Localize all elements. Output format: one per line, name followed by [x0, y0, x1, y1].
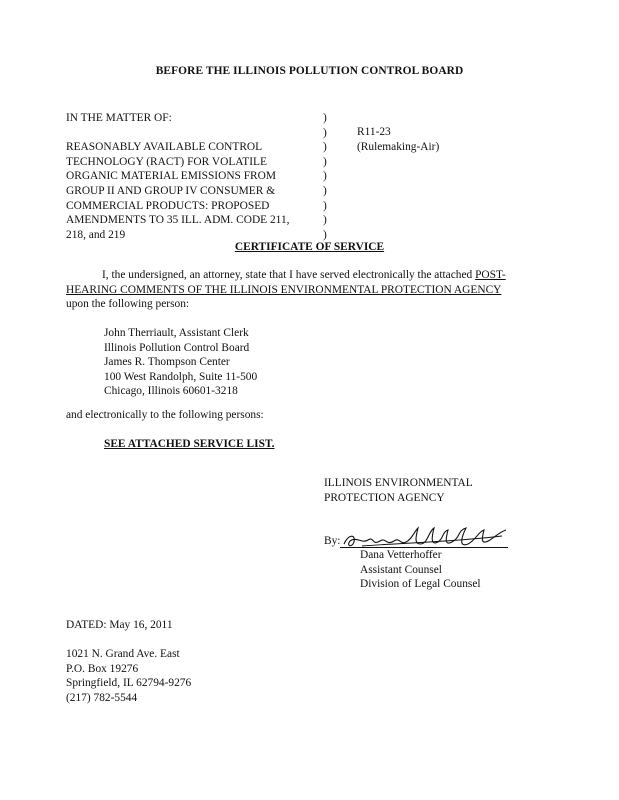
paren: ): [323, 199, 327, 212]
address-line: Chicago, Illinois 60601-3218: [104, 385, 238, 398]
signer-name: Dana Vetterhoffer: [360, 549, 442, 561]
paren: ): [323, 155, 327, 168]
by-label: By:: [324, 535, 341, 547]
docket-info: [357, 125, 439, 154]
paren: ): [323, 141, 327, 154]
agency-address: [66, 647, 191, 705]
document-reference: POST-: [475, 269, 506, 281]
caption-line: REASONABLY AVAILABLE CONTROL: [66, 141, 263, 154]
certificate-title: CERTIFICATE OF SERVICE: [234, 241, 385, 253]
paren: ): [323, 184, 327, 197]
signer-block: [360, 548, 481, 592]
address-line: James R. Thompson Center: [104, 356, 230, 369]
caption-line: TECHNOLOGY (RACT) FOR VOLATILE: [66, 155, 267, 168]
docket-type: (Rulemaking-Air): [357, 140, 440, 153]
caption-line: COMMERCIAL PRODUCTS: PROPOSED: [66, 199, 270, 212]
service-list-heading: SEE ATTACHED SERVICE LIST.: [104, 438, 275, 450]
following-persons-text: and electronically to the following persons:: [66, 409, 264, 421]
document-title: BEFORE THE ILLINOIS POLLUTION CONTROL BOARD: [155, 65, 464, 77]
paren: ): [323, 112, 327, 124]
signer-division: Division of Legal Counsel: [360, 578, 481, 591]
caption-line: AMENDMENTS TO 35 ILL. ADM. CODE 211,: [66, 214, 290, 227]
document-reference: HEARING COMMENTS OF THE ILLINOIS ENVIRONMENTAL PROTECTION AGENCY: [66, 283, 502, 296]
caption-line: 218, and 219: [66, 228, 126, 241]
paren: ): [323, 126, 327, 139]
agency-line: PROTECTION AGENCY: [324, 491, 445, 504]
phone-number: (217) 782-5544: [66, 691, 138, 704]
caption-parentheses: [323, 111, 327, 242]
caption-line: ORGANIC MATERIAL EMISSIONS FROM: [66, 170, 277, 183]
certificate-body: [66, 268, 546, 312]
case-caption: [66, 111, 290, 242]
address-line: 1021 N. Grand Ave. East: [66, 648, 180, 660]
signer-title: Assistant Counsel: [360, 563, 442, 576]
body-text: I, the undersigned, an attorney, state that I have served electronically the attached: [102, 269, 476, 281]
address-line: P.O. Box 19276: [66, 662, 139, 675]
recipient-address: [104, 326, 257, 399]
address-line: 100 West Randolph, Suite 11-500: [104, 370, 258, 383]
body-text: upon the following person:: [66, 298, 190, 311]
agency-line: ILLINOIS ENVIRONMENTAL: [324, 477, 473, 489]
address-line: Illinois Pollution Control Board: [104, 341, 250, 354]
date-line: DATED: May 16, 2011: [66, 619, 173, 631]
agency-name: [324, 476, 473, 505]
address-line: Springfield, IL 62794-9276: [66, 677, 192, 690]
matter-of-label: IN THE MATTER OF:: [66, 112, 172, 124]
address-line: John Therriault, Assistant Clerk: [104, 327, 249, 339]
paren: ): [323, 228, 327, 241]
caption-line: GROUP II AND GROUP IV CONSUMER &: [66, 184, 276, 197]
docket-number: R11-23: [357, 126, 391, 138]
paren: ): [323, 214, 327, 227]
paren: ): [323, 170, 327, 183]
